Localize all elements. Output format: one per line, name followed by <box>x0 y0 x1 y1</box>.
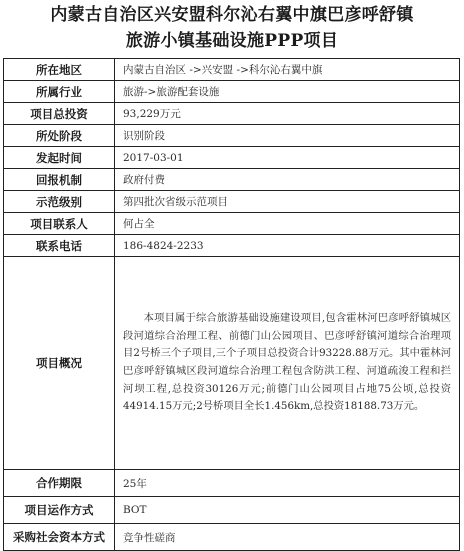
row-contact-phone <box>4 235 460 257</box>
field-value: 竞争性磋商 <box>115 524 460 551</box>
row-region <box>4 59 460 81</box>
field-label: 所属行业 <box>4 81 115 103</box>
row-contact-person <box>4 213 460 235</box>
row-start-date <box>4 147 460 169</box>
row-demo-level <box>4 191 460 213</box>
field-label: 项目联系人 <box>4 213 115 235</box>
field-label: 采购社会资本方式 <box>4 524 115 551</box>
field-label: 项目总投资 <box>4 103 115 125</box>
field-value: 何占全 <box>115 213 460 235</box>
overview-text: 本项目属于综合旅游基础设施建设项目,包含霍林河巴彦呼舒镇城区段河道综合治理工程、前德门山公园项目、巴彦呼舒镇河道综合治理项目2号桥三个子项目,三个子项目总投资合计93228.88万元。其中霍林河巴彦呼舒镇城区段河道综合治理工程包含防洪工程、河道疏浚工程和拦河坝工程,总投资30126万元;前德门山公园项目占地75公顷,总投资44914.15万元;2号桥项目全长1.456km,总投资18188.73万元。 <box>123 312 451 413</box>
title-line-1: 内蒙古自治区兴安盟科尔沁右翼中旗巴彦呼舒镇 <box>50 5 414 25</box>
document-title <box>0 2 464 54</box>
field-value: 第四批次省级示范项目 <box>115 191 460 213</box>
field-label: 项目概况 <box>4 257 115 470</box>
field-value: 内蒙古自治区 ->兴安盟 ->科尔沁右翼中旗 <box>115 59 460 81</box>
field-value: 25年 <box>115 470 460 497</box>
row-cooperation-period <box>4 470 460 497</box>
row-total-investment <box>4 103 460 125</box>
row-return-mechanism <box>4 169 460 191</box>
row-procurement-method <box>4 524 460 551</box>
field-label: 联系电话 <box>4 235 115 257</box>
field-value: 93,229万元 <box>115 103 460 125</box>
field-value: BOT <box>115 497 460 524</box>
field-value: 186-4824-2233 <box>115 235 460 257</box>
field-value: 2017-03-01 <box>115 147 460 169</box>
field-label: 所处阶段 <box>4 125 115 147</box>
row-operation-mode <box>4 497 460 524</box>
project-info-table <box>3 58 460 551</box>
field-label: 所在地区 <box>4 59 115 81</box>
field-label: 合作期限 <box>4 470 115 497</box>
title-line-2: 旅游小镇基础设施PPP项目 <box>125 31 339 51</box>
field-label: 项目运作方式 <box>4 497 115 524</box>
field-value <box>115 257 460 470</box>
field-value: 政府付费 <box>115 169 460 191</box>
row-stage <box>4 125 460 147</box>
row-overview <box>4 257 460 470</box>
field-label: 发起时间 <box>4 147 115 169</box>
field-label: 示范级别 <box>4 191 115 213</box>
row-industry <box>4 81 460 103</box>
field-value: 旅游->旅游配套设施 <box>115 81 460 103</box>
field-label: 回报机制 <box>4 169 115 191</box>
field-value: 识别阶段 <box>115 125 460 147</box>
